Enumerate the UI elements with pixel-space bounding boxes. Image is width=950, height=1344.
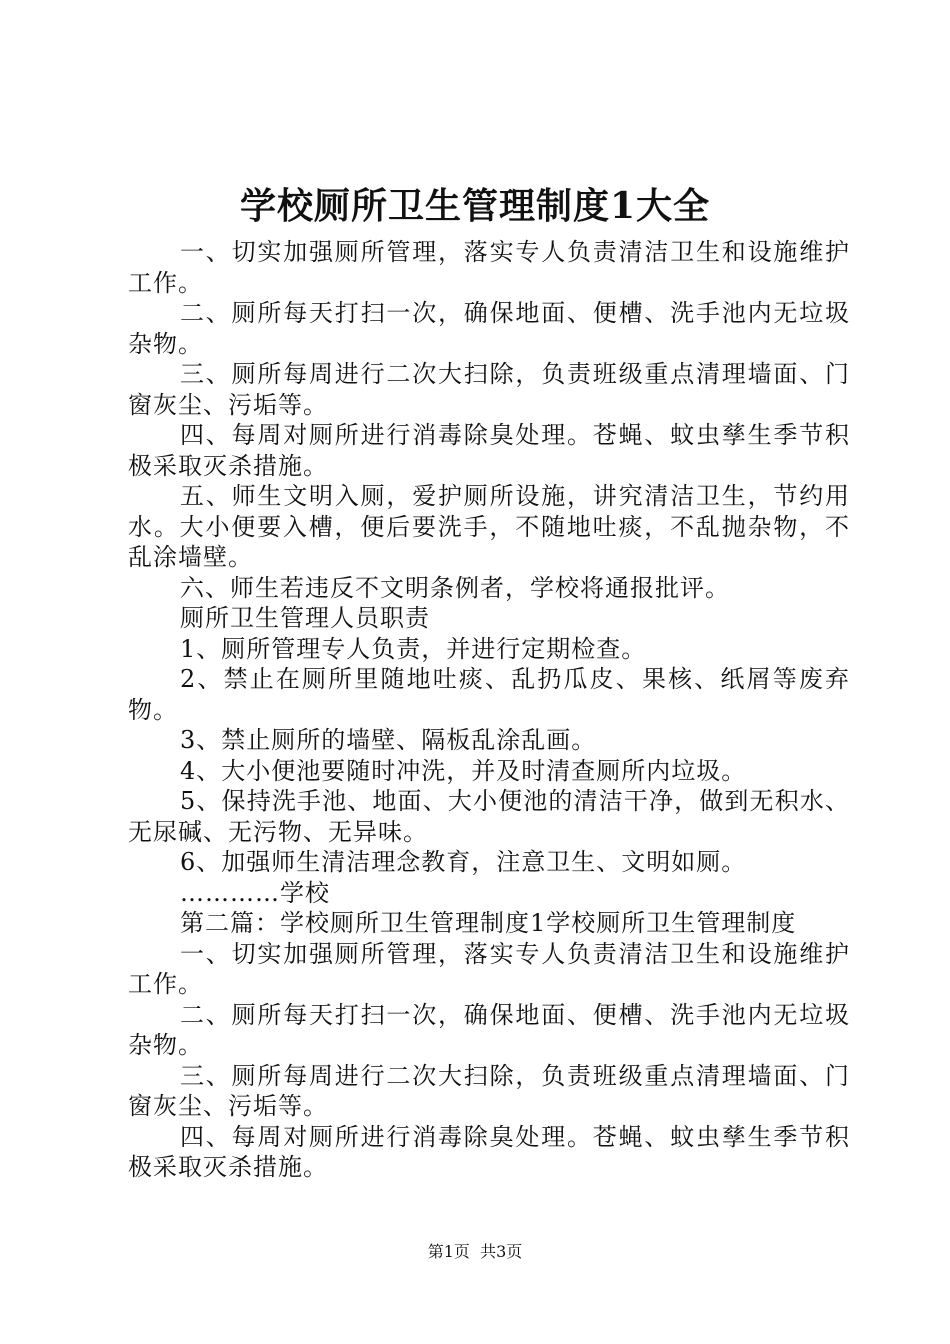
page-number: 第1页 — [427, 1242, 470, 1261]
paragraph: 四、每周对厕所进行消毒除臭处理。苍蝇、蚊虫孳生季节积极采取灭杀措施。 — [128, 1122, 850, 1181]
page-footer — [0, 1242, 950, 1262]
signature-line: …………学校 — [180, 878, 330, 907]
paragraph: 二、厕所每天打扫一次，确保地面、便槽、洗手池内无垃圾杂物。 — [128, 299, 850, 358]
paragraph: 三、厕所每周进行二次大扫除，负责班级重点清理墙面、门窗灰尘、污垢等。 — [128, 360, 850, 419]
document-body — [128, 237, 850, 1183]
page-total: 共3页 — [480, 1242, 523, 1261]
document-title: 学校厕所卫生管理制度1大全 — [239, 185, 711, 227]
section-heading: 厕所卫生管理人员职责 — [180, 604, 430, 632]
section-heading: 第二篇：学校厕所卫生管理制度1学校厕所卫生管理制度 — [180, 909, 797, 937]
paragraph: 4、大小便池要随时冲洗，并及时清查厕所内垃圾。 — [180, 756, 747, 785]
paragraph: 六、师生若违反不文明条例者，学校将通报批评。 — [180, 573, 730, 602]
paragraph: 5、保持洗手池、地面、大小便池的清洁干净，做到无积水、无尿碱、无污物、无异味。 — [128, 787, 850, 846]
paragraph: 五、师生文明入厕，爱护厕所设施，讲究清洁卫生，节约用水。大小便要入槽，便后要洗手，不随地吐痰，不乱抛杂物，不乱涂墙壁。 — [128, 482, 850, 571]
paragraph: 二、厕所每天打扫一次，确保地面、便槽、洗手池内无垃圾杂物。 — [128, 1000, 850, 1059]
paragraph: 三、厕所每周进行二次大扫除，负责班级重点清理墙面、门窗灰尘、污垢等。 — [128, 1061, 850, 1120]
paragraph: 2、禁止在厕所里随地吐痰、乱扔瓜皮、果核、纸屑等废弃物。 — [128, 665, 850, 724]
paragraph: 1、厕所管理专人负责，并进行定期检查。 — [180, 634, 647, 663]
paragraph: 一、切实加强厕所管理，落实专人负责清洁卫生和设施维护工作。 — [128, 238, 850, 297]
paragraph: 四、每周对厕所进行消毒除臭处理。苍蝇、蚊虫孳生季节积极采取灭杀措施。 — [128, 421, 850, 480]
paragraph: 6、加强师生清洁理念教育，注意卫生、文明如厕。 — [180, 848, 747, 876]
paragraph: 一、切实加强厕所管理，落实专人负责清洁卫生和设施维护工作。 — [128, 939, 850, 998]
paragraph: 3、禁止厕所的墙壁、隔板乱涂乱画。 — [180, 726, 597, 754]
